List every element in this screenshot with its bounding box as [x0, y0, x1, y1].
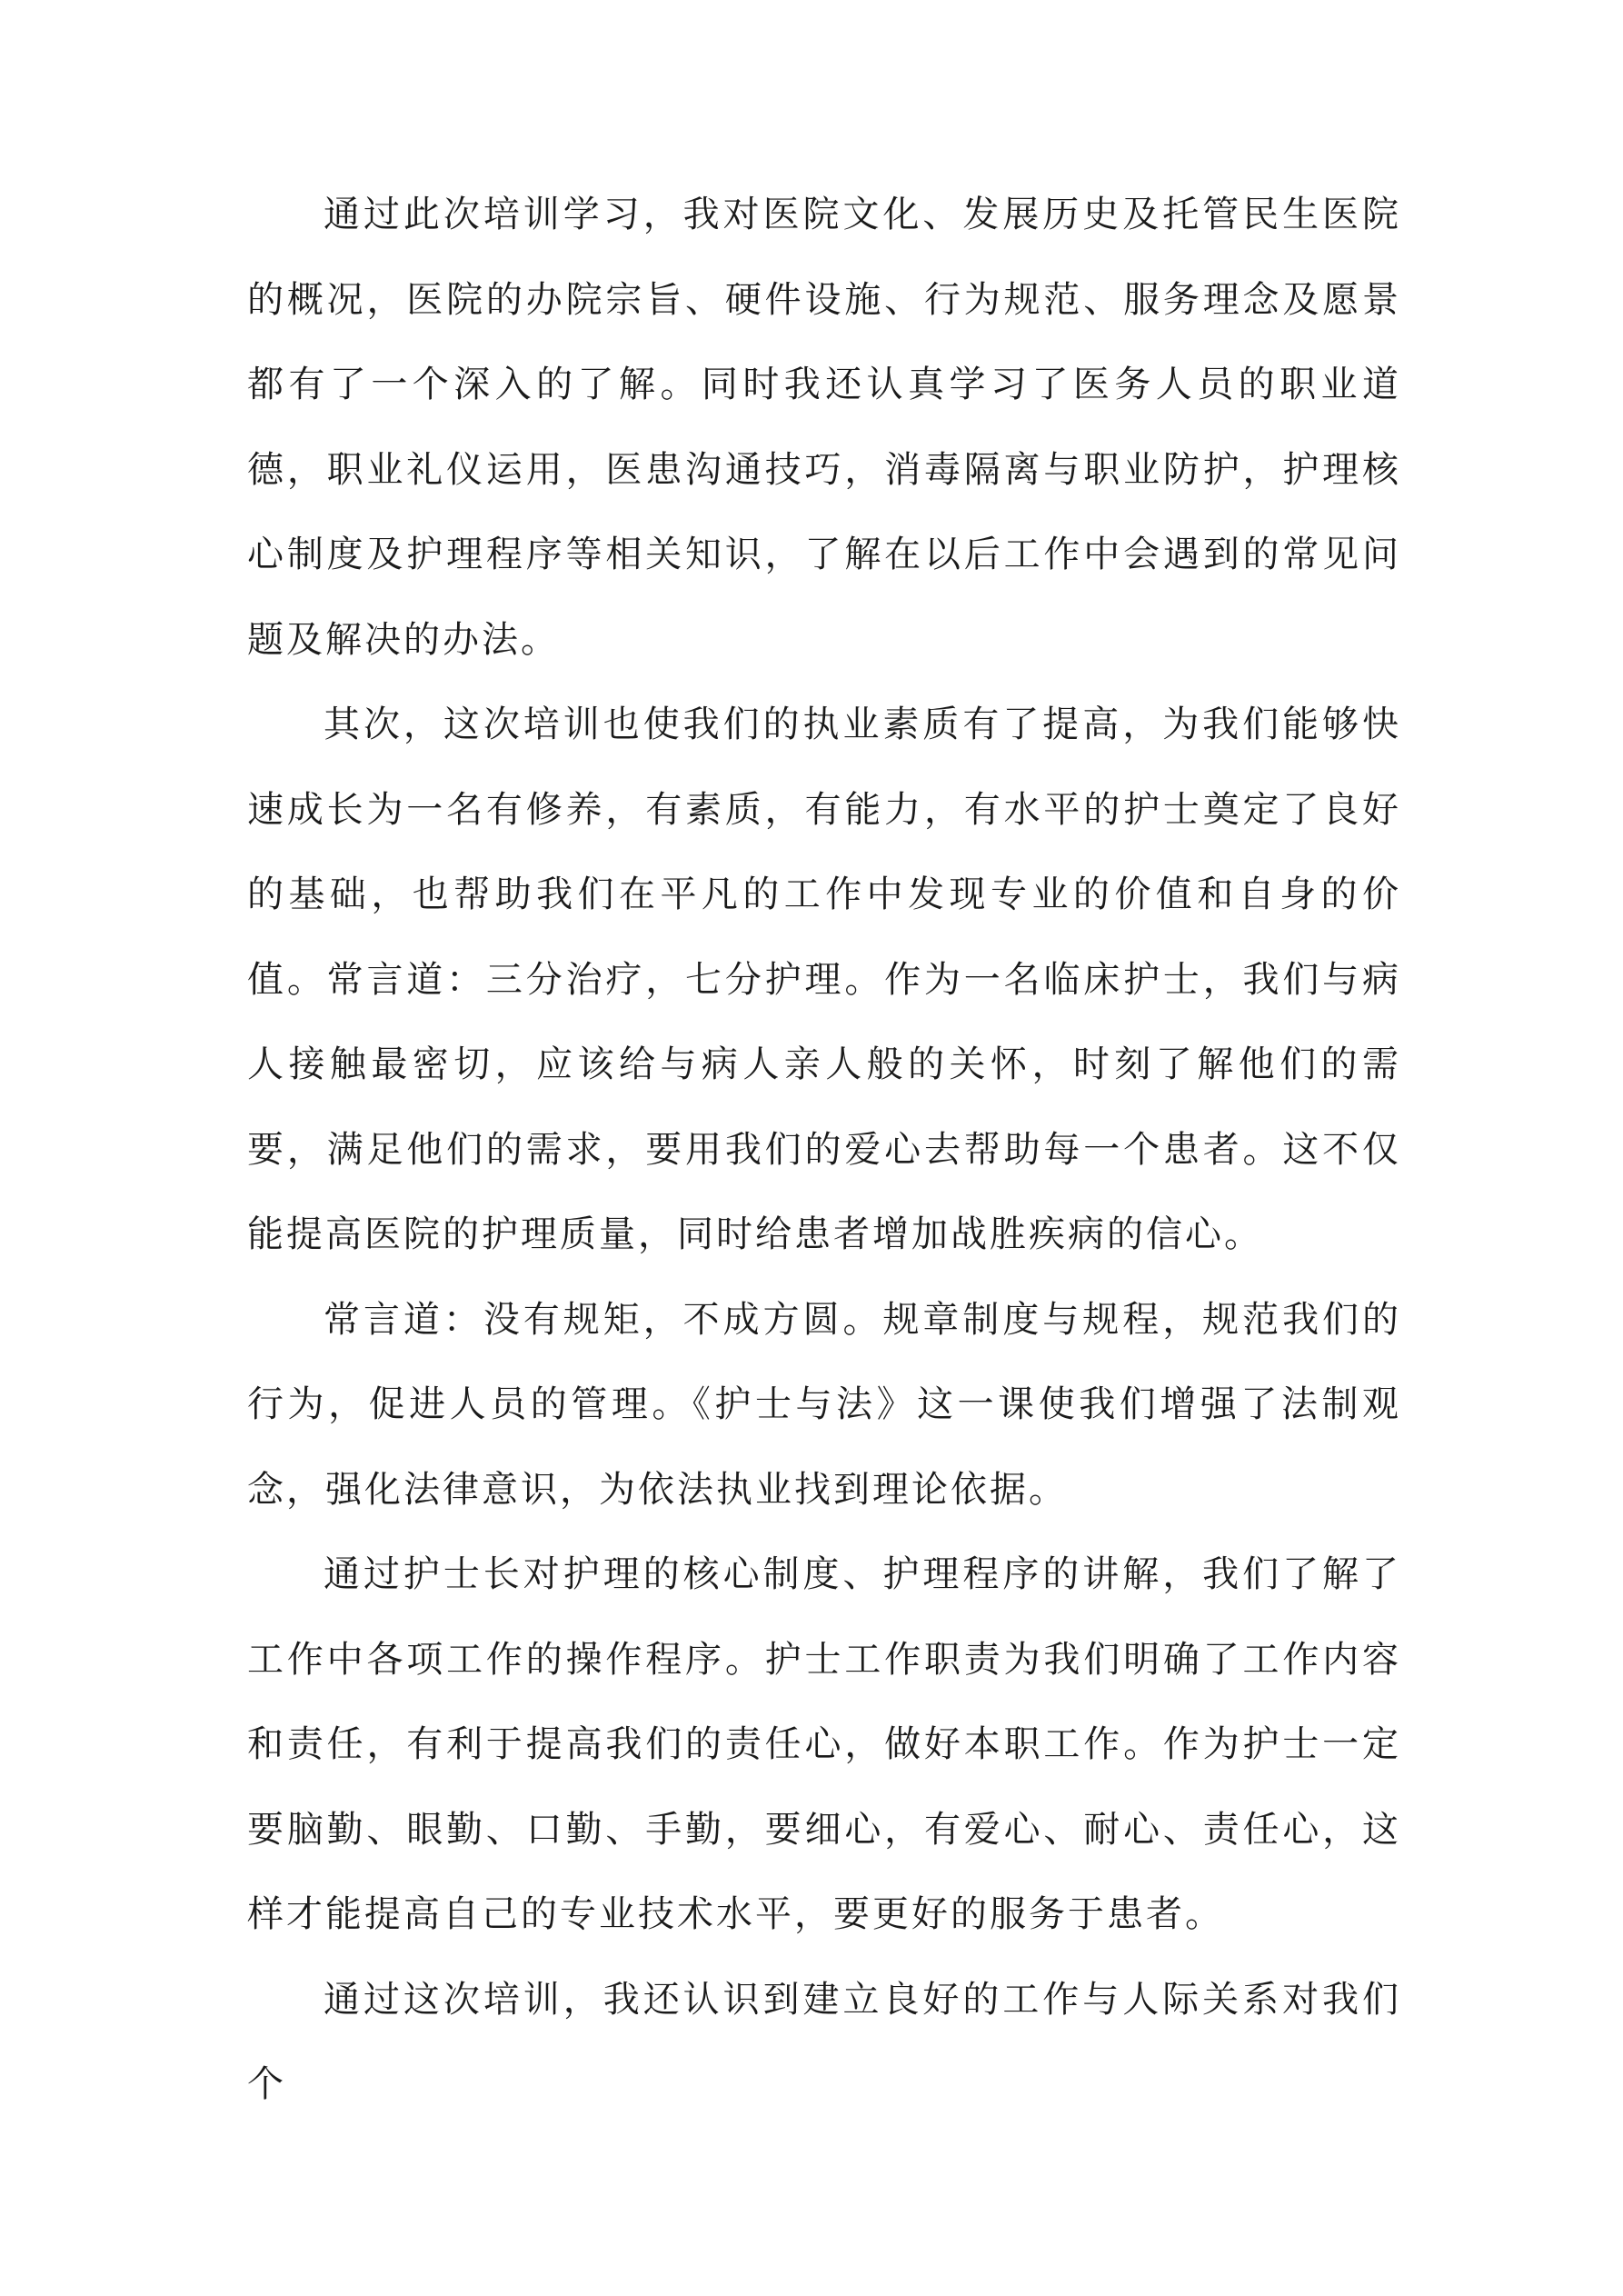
paragraph-2: 其次，这次培训也使我们的执业素质有了提高，为我们能够快速成长为一名有修养，有素质，有能力，有水平的护士奠定了良好的基础，也帮助我们在平凡的工作中发现专业的价值和自身的价值。常言道：三分治疗，七分护理。作为一名临床护士，我们与病人接触最密切，应该给与病人亲人般的关怀，时刻了解他们的需要，满足他们的需求，要用我们的爱心去帮助每一个患者。这不仅能提高医院的护理质量，同时给患者增加战胜疾病的信心。	[247, 704, 1401, 1255]
paragraph-4: 通过护士长对护理的核心制度、护理程序的讲解，我们了解了工作中各项工作的操作程序。护士工作职责为我们明确了工作内容和责任，有利于提高我们的责任心，做好本职工作。作为护士一定要脑勤、眼勤、口勤、手勤，要细心，有爱心、耐心、责任心，这样才能提高自己的专业技术水平，要更好的服务于患者。	[247, 1553, 1401, 1935]
paragraph-3: 常言道：没有规矩，不成方圆。规章制度与规程，规范我们的行为，促进人员的管理。《护士与法》这一课使我们增强了法制观念，强化法律意识，为依法执业找到理论依据。	[247, 1298, 1401, 1511]
paragraph-5: 通过这次培训，我还认识到建立良好的工作与人际关系对我们个	[247, 1978, 1401, 2105]
paragraph-1: 通过此次培训学习，我对医院文化、发展历史及托管民生医院的概况，医院的办院宗旨、硬件设施、行为规范、服务理念及愿景都有了一个深入的了解。同时我还认真学习了医务人员的职业道德，职业礼仪运用，医患沟通技巧，消毒隔离与职业防护，护理核心制度及护理程序等相关知识，了解在以后工作中会遇到的常见问题及解决的办法。	[247, 194, 1401, 661]
document-body	[247, 173, 1401, 2128]
